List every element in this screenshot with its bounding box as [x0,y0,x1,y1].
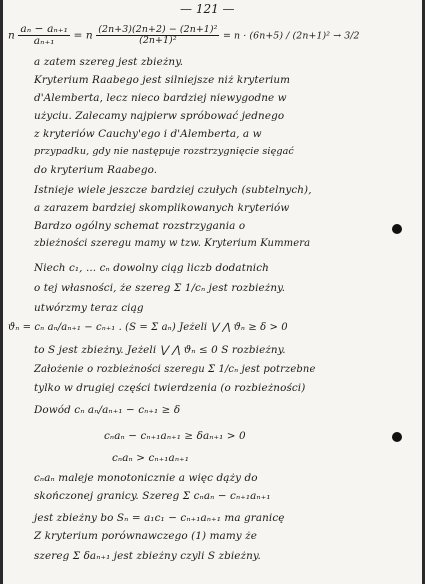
text-line-kummera: zbieżności szeregu mamy w tzw. Kryterium Kummera [34,238,311,249]
formula-theta: ϑₙ = cₙ aₙ/aₙ₊₁ − cₙ₊₁ . (S = Σ aₙ) Jeżeli ⋁ ⋀ ϑₙ ≥ δ > 0 [8,322,288,333]
text-line: jest zbieżny bo Sₙ = a₁c₁ − cₙ₊₁aₙ₊₁ ma granicę [34,512,285,524]
text-line: to S jest zbieżny. Jeżeli ⋁ ⋀ ϑₙ ≤ 0 S rozbieżny. [34,344,286,356]
text-line: tylko w drugiej części twierdzenia (o rozbieżności) [34,382,306,394]
page-edge-left [0,0,3,584]
formula-raabe-limit [8,24,360,47]
text-line: Z kryterium porównawczego (1) mamy że [34,530,257,542]
text-line: Założenie o rozbieżności szeregu Σ 1/cₙ jest potrzebne [34,364,316,375]
formula-equals-1: = n [73,29,93,42]
fraction-numerator: (2n+3)(2n+2) − (2n+1)² [98,24,218,36]
text-line: szereg Σ δaₙ₊₁ jest zbieżny czyli S zbieżny. [34,550,261,562]
page-number: — 121 — [180,2,235,16]
text-line: przypadku, gdy nie następuje rozstrzygnięcie sięgać [34,146,294,157]
text-line: skończonej granicy. Szereg Σ cₙaₙ − cₙ₊₁aₙ₊₁ [34,490,271,502]
bullet-dot [392,224,402,234]
text-line: a zarazem bardziej skomplikowanych kryteriów [34,202,290,214]
formula-fraction-middle [96,25,219,46]
fraction-denominator: aₙ₊₁ [33,35,55,48]
formula-prefix: n [8,29,15,42]
proof-line: cₙaₙ − cₙ₊₁aₙ₊₁ ≥ δaₙ₊₁ > 0 [104,430,246,442]
text-line: cₙaₙ maleje monotonicznie a więc dąży do [34,472,258,484]
text-line: o tej własności, że szereg Σ 1/cₙ jest rozbieżny. [34,282,286,294]
text-line: do kryterium Raabego. [34,164,158,176]
fraction-denominator: (2n+1)² [139,35,177,47]
formula-result: = n · (6n+5) / (2n+1)² → 3/2 [222,30,360,42]
formula-fraction-left [18,24,70,47]
text-line: utwórzmy teraz ciąg [34,302,144,314]
text-line: użyciu. Zalecamy najpierw spróbować jednego [34,110,285,122]
proof-line: cₙaₙ > cₙ₊₁aₙ₊₁ [112,452,189,464]
bullet-dot [392,432,402,442]
text-line: a zatem szereg jest zbieżny. [34,56,184,68]
text-line: d'Alemberta, lecz nieco bardziej niewygodne w [34,92,287,104]
fraction-numerator: aₙ − aₙ₊₁ [20,23,68,35]
text-line: Bardzo ogólny schemat rozstrzygania o [34,220,246,232]
proof-line: Dowód cₙ aₙ/aₙ₊₁ − cₙ₊₁ ≥ δ [34,404,181,416]
text-line: Kryterium Raabego jest silniejsze niż kryterium [34,74,291,86]
text-line: Niech c₁, ... cₙ dowolny ciąg liczb dodatnich [34,262,269,274]
text-line: z kryteriów Cauchy'ego i d'Alemberta, a w [34,128,262,140]
text-line: Istnieje wiele jeszcze bardziej czułych (subtelnych), [34,184,312,196]
